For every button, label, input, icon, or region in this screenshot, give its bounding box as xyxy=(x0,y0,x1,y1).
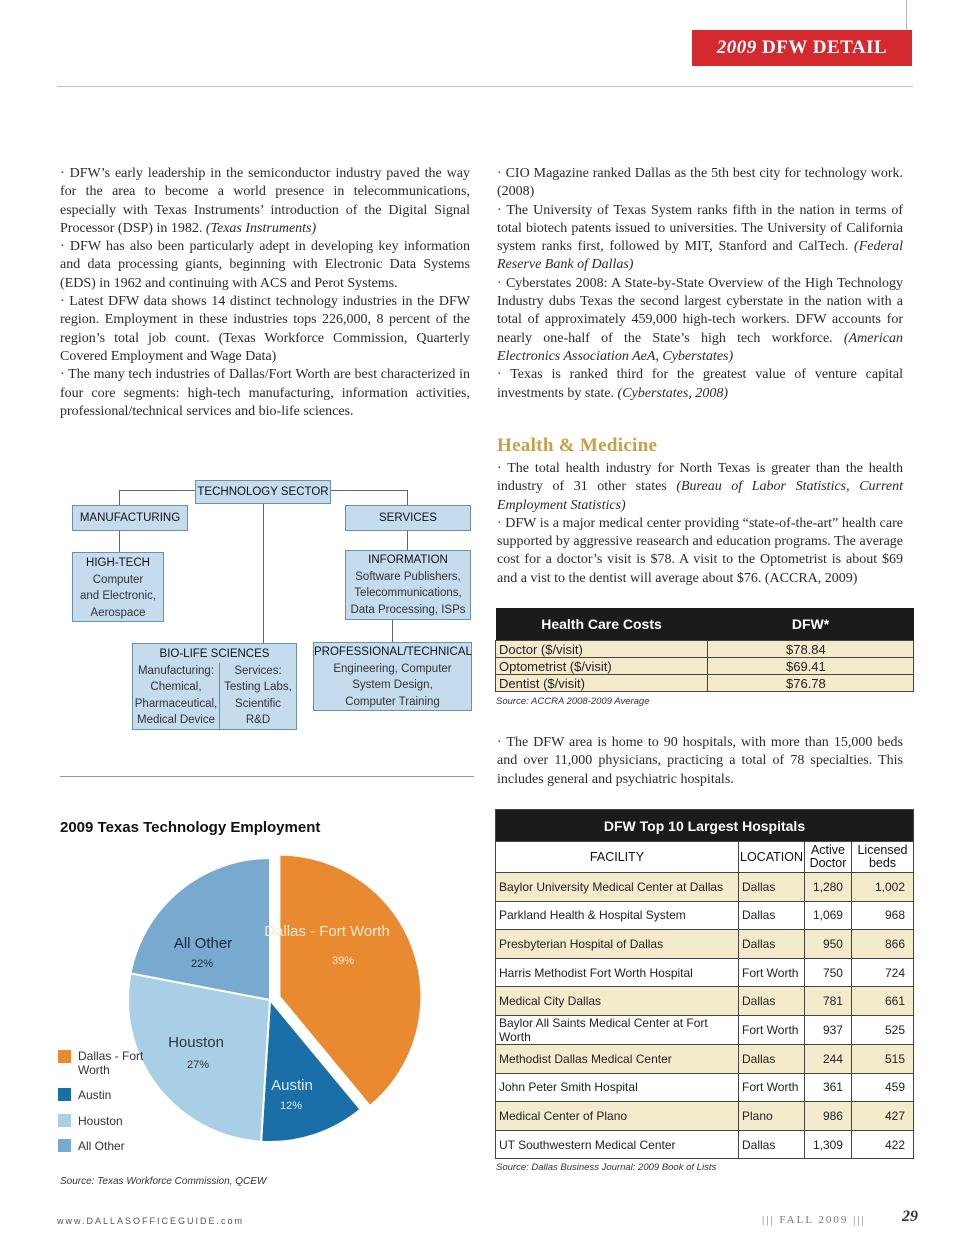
mid-rule xyxy=(60,776,474,777)
table-cell: Doctor ($/visit) xyxy=(496,641,708,658)
table-cell: 422 xyxy=(851,1130,913,1159)
health-bullet-3: · The DFW area is home to 90 hospitals, with more than 15,000 beds and over 11,000 physicians, practicing a total of 78 specialties. This includes general and psychiatric hospitals. xyxy=(497,735,903,787)
health-costs-source: Source: ACCRA 2008-2009 Average xyxy=(496,696,650,707)
table-row xyxy=(496,1073,914,1102)
right-bullets xyxy=(497,165,903,403)
table-cell: 525 xyxy=(851,1015,913,1044)
table-row xyxy=(496,958,914,987)
table-row xyxy=(496,987,914,1016)
pie-label-allother: All Other xyxy=(173,935,233,952)
health-heading: Health & Medicine xyxy=(497,435,658,456)
table-cell: Dallas xyxy=(739,873,805,902)
org-biolife-manufacturing: Manufacturing: Chemical, Pharmaceutical, Medical Device xyxy=(133,663,220,729)
table-cell: 986 xyxy=(804,1102,851,1131)
left-bullets xyxy=(60,165,470,421)
page-number: 29 xyxy=(902,1208,918,1225)
right-bullet: · Cyberstates 2008: A State-by-State Overview of the High Technology Industry dubs Texas the second largest cyberstate in the nation with a total of approximately 459,000 high-tech workers. DFW accounts for nearly one-half of the State’s high tech workforce. (American Electronics Association AeA, Cyberstates) xyxy=(497,275,904,364)
table-row xyxy=(496,873,914,902)
org-professional: PROFESSIONAL/TECHNICAL Engineering, Computer System Design, Computer Training xyxy=(313,642,472,711)
pie-pct-allother: 22% xyxy=(190,958,214,970)
table-cell: 750 xyxy=(804,958,851,987)
org-technology-sector: TECHNOLOGY SECTOR xyxy=(195,480,331,504)
table-cell: 1,002 xyxy=(851,873,913,902)
left-bullet: · DFW’s early leadership in the semiconductor industry paved the way for the area to become a world presence in telecommunications, especially with Texas Instruments’ introduction of the Digital Signal Processor (DSP) in 1982. (Texas Instruments) xyxy=(60,166,470,236)
legend-swatch-houston xyxy=(58,1114,71,1127)
legend-swatch-austin xyxy=(58,1088,71,1101)
table-cell: 515 xyxy=(851,1044,913,1073)
table-cell: Medical City Dallas xyxy=(496,987,739,1016)
table-cell: 361 xyxy=(804,1073,851,1102)
table-cell: 968 xyxy=(851,901,913,930)
org-line xyxy=(330,490,408,491)
org-line xyxy=(392,619,393,642)
health-bullet: · DFW is a major medical center providing “state-of-the-art” health care supported by aggressive reasearch and education programs. The average cost for a doctor’s visit is $78. A visit to the Optometrist is about $69 and a vist to the dentist will average about $76. (ACCRA, 2009) xyxy=(497,515,903,586)
table-cell: $78.84 xyxy=(708,641,914,658)
table-cell: Baylor University Medical Center at Dallas xyxy=(496,873,739,902)
pie-label-dfw: Dallas - Fort Worth xyxy=(264,923,390,940)
hospitals-header: LOCATION xyxy=(739,842,805,873)
header-title: DFW DETAIL xyxy=(762,37,888,58)
org-manufacturing: MANUFACTURING xyxy=(72,505,188,531)
table-cell: Harris Methodist Fort Worth Hospital xyxy=(496,958,739,987)
table-cell: 244 xyxy=(804,1044,851,1073)
table-cell: 459 xyxy=(851,1073,913,1102)
top-rule xyxy=(57,86,913,87)
legend-label-houston: Houston xyxy=(78,1114,123,1128)
table-cell: $76.78 xyxy=(708,675,914,692)
table-cell: 661 xyxy=(851,987,913,1016)
org-line xyxy=(407,490,408,505)
pie-label-austin: Austin xyxy=(271,1077,313,1094)
table-cell: 781 xyxy=(804,987,851,1016)
hospitals-header: FACILITY xyxy=(496,842,739,873)
table-cell: John Peter Smith Hospital xyxy=(496,1073,739,1102)
table-row xyxy=(496,658,914,675)
hospitals-source: Source: Dallas Business Journal: 2009 Book of Lists xyxy=(496,1162,717,1173)
table-row xyxy=(496,675,914,692)
right-bullet: · The University of Texas System ranks fifth in the nation in terms of total biotech patents issued to universities. The University of California system ranks first, followed by MIT, Stanford and CalTech. (Federal Reserve Bank of Dallas) xyxy=(497,202,904,273)
table-cell: Medical Center of Plano xyxy=(496,1102,739,1131)
table-row xyxy=(496,1102,914,1131)
table-cell: 1,280 xyxy=(804,873,851,902)
left-bullet: · Latest DFW data shows 14 distinct technology industries in the DFW region. Employment in these industries tops 226,000, 8 percent of the region’s total job count. (Texas Workforce Commission, Quarterly Covered Employment and Wage Data) xyxy=(60,294,470,364)
section-header-band xyxy=(692,30,912,66)
header-year: 2009 xyxy=(716,37,757,58)
footer-issue: ||| FALL 2009 ||| xyxy=(762,1214,866,1226)
table-cell: Dallas xyxy=(739,1044,805,1073)
table-cell: 724 xyxy=(851,958,913,987)
hospitals-header: Active Doctor xyxy=(804,842,851,873)
pie-source: Source: Texas Workforce Commission, QCEW xyxy=(60,1176,267,1187)
health-bullet: · The total health industry for North Texas is greater than the health industry of 31 other states (Bureau of Labor Statistics, Current Employment Statistics) xyxy=(497,461,904,513)
left-bullet: · DFW has also been particularly adept in developing key information and data processing giants, beginning with Electronic Data Systems (EDS) in 1962 and continuing with ACS and Perot Systems. xyxy=(60,239,470,291)
table-cell: 1,069 xyxy=(804,901,851,930)
table-cell: 1,309 xyxy=(804,1130,851,1159)
table-row xyxy=(496,930,914,959)
table-cell: 866 xyxy=(851,930,913,959)
hospitals-table xyxy=(495,809,914,1159)
org-line xyxy=(119,490,196,491)
pie-chart-title: 2009 Texas Technology Employment xyxy=(60,819,321,836)
table-cell: Presbyterian Hospital of Dallas xyxy=(496,930,739,959)
legend-swatch-dfw xyxy=(58,1050,71,1063)
org-services: SERVICES xyxy=(345,505,471,531)
table-cell: Parkland Health & Hospital System xyxy=(496,901,739,930)
hospitals-header: Licensed beds xyxy=(851,842,913,873)
table-cell: UT Southwestern Medical Center xyxy=(496,1130,739,1159)
pie-pct-houston: 27% xyxy=(186,1059,210,1071)
org-information: INFORMATION Software Publishers, Telecommunications, Data Processing, ISPs xyxy=(345,550,471,620)
health-bullets xyxy=(497,460,903,588)
table-row xyxy=(496,901,914,930)
table-cell: 937 xyxy=(804,1015,851,1044)
pie-label-houston: Houston xyxy=(168,1034,224,1051)
right-bullet: · CIO Magazine ranked Dallas as the 5th best city for technology work. (2008) xyxy=(497,166,903,200)
legend-label-dfw: Dallas - Fort Worth xyxy=(78,1049,144,1077)
table-cell: Dallas xyxy=(739,987,805,1016)
org-biolife: BIO-LIFE SCIENCES Manufacturing: Chemical, Pharmaceutical, Medical Device Services: Testing Labs, Scientific R&D xyxy=(132,643,297,730)
right-bullet: · Texas is ranked third for the greatest value of venture capital investments by state. (Cyberstates, 2008) xyxy=(497,367,903,401)
org-biolife-services: Services: Testing Labs, Scientific R&D xyxy=(224,664,292,726)
table-cell: Optometrist ($/visit) xyxy=(496,658,708,675)
table-cell: 950 xyxy=(804,930,851,959)
pie-slice-houston xyxy=(128,973,270,1141)
org-line xyxy=(263,503,264,643)
table-cell: $69.41 xyxy=(708,658,914,675)
pie-pct-austin: 12% xyxy=(279,1100,303,1112)
legend-label-allother: All Other xyxy=(78,1139,125,1153)
table-cell: Plano xyxy=(739,1102,805,1131)
pie-pct-dfw: 39% xyxy=(331,955,355,967)
table-cell: Fort Worth xyxy=(739,958,805,987)
table-row xyxy=(496,1130,914,1159)
table-cell: Dallas xyxy=(739,901,805,930)
table-row xyxy=(496,1044,914,1073)
table-cell: Dentist ($/visit) xyxy=(496,675,708,692)
table-row xyxy=(496,641,914,658)
table-cell: Fort Worth xyxy=(739,1015,805,1044)
legend-label-austin: Austin xyxy=(78,1088,112,1102)
table-cell: Methodist Dallas Medical Center xyxy=(496,1044,739,1073)
table-cell: Baylor All Saints Medical Center at Fort Worth xyxy=(496,1015,739,1044)
table-cell: Fort Worth xyxy=(739,1073,805,1102)
left-bullet: · The many tech industries of Dallas/Fort Worth are best characterized in four core segments: high-tech manufacturing, information activities, professional/technical services and bio-life sciences. xyxy=(60,367,470,419)
health-costs-table xyxy=(495,608,914,692)
table-cell: Dallas xyxy=(739,930,805,959)
table-cell: Dallas xyxy=(739,1130,805,1159)
org-hightech: HIGH-TECH Computer and Electronic, Aerospace xyxy=(72,552,164,622)
hospitals-title: DFW Top 10 Largest Hospitals xyxy=(496,810,914,842)
table-cell: 427 xyxy=(851,1102,913,1131)
org-line xyxy=(119,530,120,552)
org-line xyxy=(407,530,408,550)
org-line xyxy=(119,490,120,505)
legend-swatch-allother xyxy=(58,1139,71,1152)
table-row xyxy=(496,1015,914,1044)
health-costs-header: DFW* xyxy=(708,608,914,641)
health-costs-header: Health Care Costs xyxy=(496,608,708,641)
footer-website: www.DALLASOFFICEGUIDE.com xyxy=(57,1216,245,1226)
